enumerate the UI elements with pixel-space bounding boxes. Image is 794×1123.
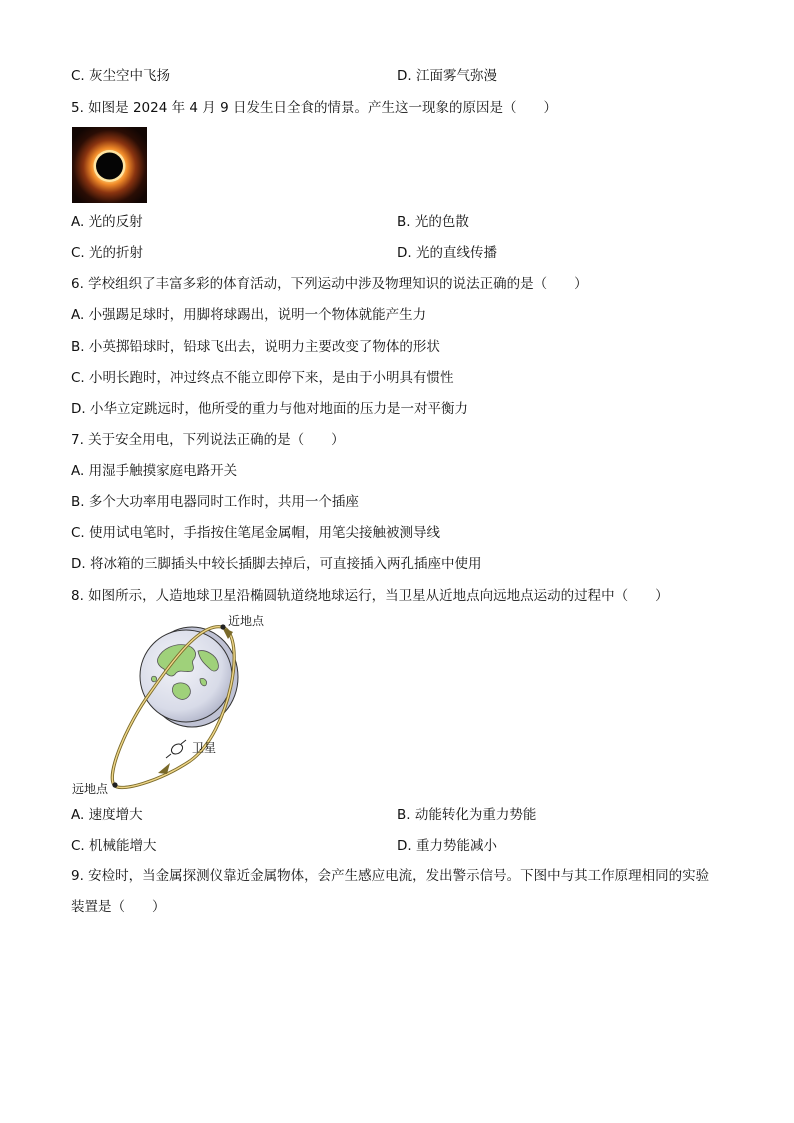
solar-eclipse-image (72, 127, 147, 203)
satellite-icon (166, 740, 186, 758)
q8-stem: 8. 如图所示，人造地球卫星沿椭圆轨道绕地球运行，当卫星从近地点向远地点运动的过程中（ ） (71, 588, 669, 604)
q5-option-a: A. 光的反射 (71, 214, 143, 230)
q5-option-c: C. 光的折射 (71, 245, 144, 261)
q4-option-d: D. 江面雾气弥漫 (397, 68, 497, 84)
q7-option-d: D. 将冰箱的三脚插头中较长插脚去掉后，可直接插入两孔插座中使用 (71, 556, 482, 572)
q7-stem: 7. 关于安全用电，下列说法正确的是（ ） (71, 432, 345, 448)
q6-option-a: A. 小强踢足球时，用脚将球踢出，说明一个物体就能产生力 (71, 307, 427, 323)
q6-stem: 6. 学校组织了丰富多彩的体育活动，下列运动中涉及物理知识的说法正确的是（ ） (71, 276, 588, 292)
q7-option-a: A. 用湿手触摸家庭电路开关 (71, 463, 238, 479)
perigee-label: 近地点 (228, 614, 265, 628)
q8-option-b: B. 动能转化为重力势能 (397, 807, 537, 823)
q7-option-c: C. 使用试电笔时，手指按住笔尾金属帽，用笔尖接触被测导线 (71, 525, 441, 541)
apogee-point (112, 782, 117, 787)
satellite-orbit-diagram (70, 613, 290, 798)
q9-stem: 9. 安检时，当金属探测仪靠近金属物体，会产生感应电流，发出警示信号。下图中与其工作原理相同的实验装置是（ ） (71, 868, 710, 915)
q4-option-c: C. 灰尘空中飞扬 (71, 68, 171, 84)
q6-option-d: D. 小华立定跳远时，他所受的重力与他对地面的压力是一对平衡力 (71, 401, 468, 417)
q5-stem: 5. 如图是 2024 年 4 月 9 日发生日全食的情景。产生这一现象的原因是（ ） (71, 100, 557, 116)
q5-option-d: D. 光的直线传播 (397, 245, 497, 261)
apogee-label: 远地点 (72, 782, 109, 796)
q8-option-d: D. 重力势能减小 (397, 838, 497, 854)
q6-option-c: C. 小明长跑时，冲过终点不能立即停下来，是由于小明具有惯性 (71, 370, 454, 386)
q5-option-b: B. 光的色散 (397, 214, 469, 230)
q8-option-a: A. 速度增大 (71, 807, 143, 823)
q7-option-b: B. 多个大功率用电器同时工作时，共用一个插座 (71, 494, 359, 510)
perigee-point (220, 624, 225, 629)
satellite-label: 卫星 (192, 741, 217, 755)
q8-option-c: C. 机械能增大 (71, 838, 157, 854)
q6-option-b: B. 小英掷铅球时，铅球飞出去，说明力主要改变了物体的形状 (71, 339, 440, 355)
